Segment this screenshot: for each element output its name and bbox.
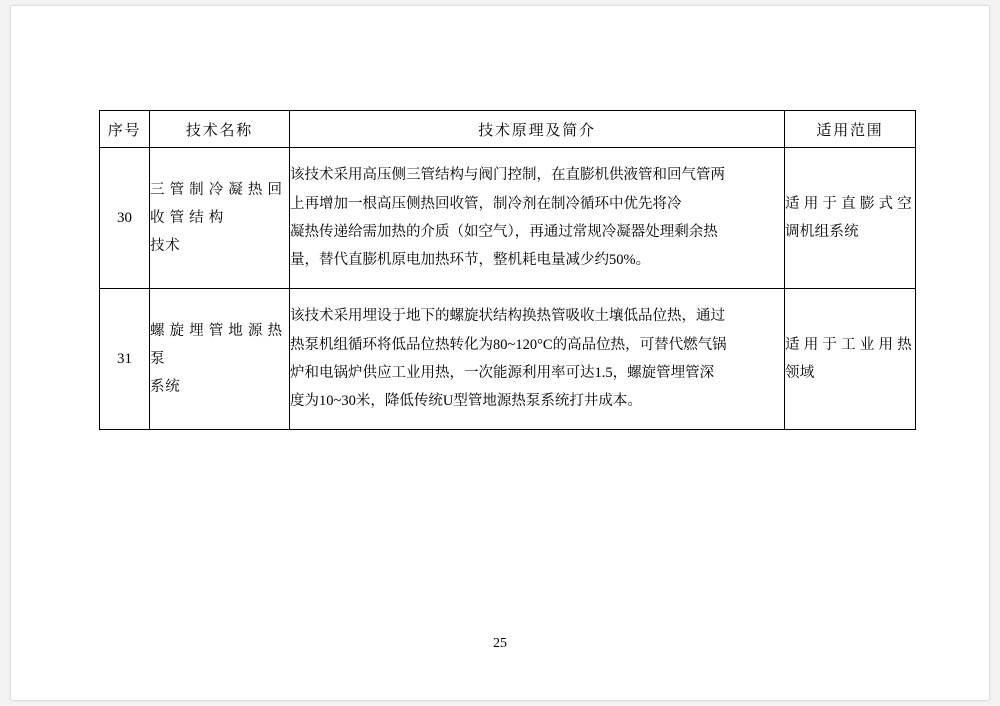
table-body <box>100 148 916 430</box>
row-number: 30 <box>100 148 150 289</box>
description-line: 热泵机组循环将低品位热转化为80~120°C的高品位热，可替代燃气锅 <box>290 336 727 353</box>
row-number: 31 <box>100 289 150 430</box>
header-cell-scope <box>785 111 916 148</box>
page-number: 25 <box>493 636 507 651</box>
scope-line: 领域 <box>785 365 815 381</box>
scope-line: 适 用 于 直 膨 式 空 <box>785 195 913 212</box>
header-label-desc: 技术原理及简介 <box>478 122 596 139</box>
name-line: 技术 <box>150 238 181 255</box>
row-description <box>290 148 785 289</box>
scope-line: 调机组系统 <box>785 224 859 240</box>
header-cell-name <box>150 111 290 148</box>
description-line: 上再增加一根高压侧热回收管，制冷剂在制冷循环中优先将冷 <box>290 195 682 212</box>
description-line: 度为10~30米，降低传统U型管地源热泵系统打井成本。 <box>290 393 642 410</box>
name-line: 系统 <box>150 379 181 396</box>
row-scope <box>785 148 916 289</box>
name-line: 螺 旋 埋 管 地 源 热 泵 <box>150 322 283 367</box>
row-technology-name <box>150 148 290 289</box>
page-content <box>99 110 915 430</box>
technology-table <box>99 110 916 430</box>
header-label-name: 技术名称 <box>185 122 254 139</box>
header-cell-desc <box>290 111 785 148</box>
document-page <box>11 6 989 700</box>
row-technology-name <box>150 289 290 430</box>
row-scope <box>785 289 916 430</box>
description-line: 该技术采用埋设于地下的螺旋状结构换热管吸收土壤低品位热，通过 <box>290 308 725 325</box>
table-header-row <box>100 111 916 148</box>
table-header <box>100 111 916 148</box>
description-line: 凝热传递给需加热的介质（如空气），再通过常规冷凝器处理剩余热 <box>290 224 718 240</box>
header-label-no: 序号 <box>107 122 142 139</box>
table-row <box>100 148 916 289</box>
header-label-scope: 适用范围 <box>816 122 884 139</box>
description-line: 炉和电锅炉供应工业用热，一次能源利用率可达1.5，螺旋管埋管深 <box>290 365 715 381</box>
name-line: 三 管 制 冷 凝 热 回 收 管 结 构 <box>150 181 283 226</box>
table-row <box>100 289 916 430</box>
description-line: 该技术采用高压侧三管结构与阀门控制，在直膨机供液管和回气管两 <box>290 167 725 184</box>
scope-line: 适 用 于 工 业 用 热 <box>785 336 913 353</box>
header-cell-no <box>100 111 150 148</box>
row-description <box>290 289 785 430</box>
description-line: 量，替代直膨机原电加热环节，整机耗电量减少约50%。 <box>290 252 651 269</box>
